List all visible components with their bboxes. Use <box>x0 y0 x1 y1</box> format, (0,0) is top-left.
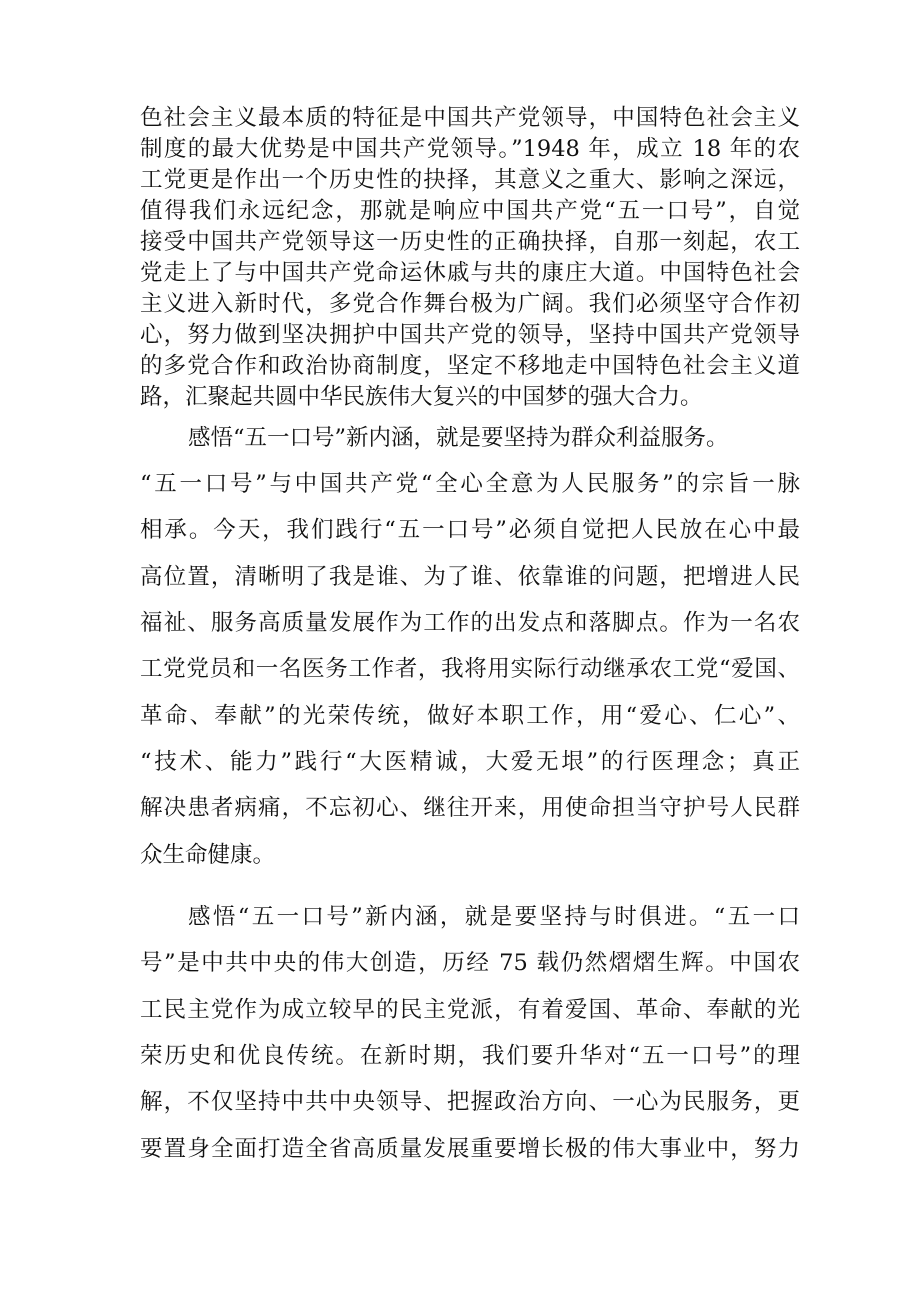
text-line: 福祉、服务高质量发展作为工作的出发点和落脚点。作为一名农 <box>140 610 800 636</box>
text-line: 主义进入新时代，多党合作舞台极为广阔。我们必须坚守合作初 <box>140 291 800 317</box>
text-line: “技术、能力”践行“大医精诚，大爱无垠”的行医理念；真正 <box>140 749 800 775</box>
text-line: 解，不仅坚持中共中央领导、把握政治方向、一心为民服务，更 <box>140 1089 800 1115</box>
text-line: 相承。今天，我们践行“五一口号”必须自觉把人民放在心中最 <box>140 517 800 543</box>
text-line: 革命、奉献”的光荣传统，做好本职工作，用“爱心、仁心”、 <box>140 703 800 729</box>
text-line: 工民主党作为成立较早的民主党派，有着爱国、革命、奉献的光 <box>140 997 800 1023</box>
text-line: 制度的最大优势是中国共产党领导。”1948 年，成立 18 年的农 <box>140 136 800 162</box>
text-line: 众生命健康。 <box>140 842 276 868</box>
text-line: 党走上了与中国共产党命运休戚与共的康庄大道。中国特色社会 <box>140 260 800 286</box>
text-line: 工党更是作出一个历史性的抉择，其意义之重大、影响之深远， <box>140 167 800 193</box>
text-line: 解决患者病痛，不忘初心、继往开来，用使命担当守护号人民群 <box>140 795 800 821</box>
text-line: 值得我们永远纪念，那就是响应中国共产党“五一口号”，自觉 <box>140 198 800 224</box>
text-line: 接受中国共产党领导这一历史性的正确抉择，自那一刻起，农工 <box>140 229 800 255</box>
text-line: 色社会主义最本质的特征是中国共产党领导，中国特色社会主义 <box>140 105 800 131</box>
text-line: 荣历史和优良传统。在新时期，我们要升华对“五一口号”的理 <box>140 1043 800 1069</box>
text-line: 心，努力做到坚决拥护中国共产党的领导，坚持中国共产党领导 <box>140 322 800 348</box>
text-line: 路，汇聚起共圆中华民族伟大复兴的中国梦的强大合力。 <box>140 384 703 410</box>
text-line: 感悟“五一口号”新内涵，就是要坚持与时俱进。“五一口 <box>188 904 800 930</box>
text-line: 感悟“五一口号”新内涵，就是要坚持为群众利益服务。 <box>188 425 729 451</box>
text-line: “五一口号”与中国共产党“全心全意为人民服务”的宗旨一脉 <box>140 471 800 497</box>
text-line: 工党党员和一名医务工作者，我将用实际行动继承农工党“爱国、 <box>140 656 800 682</box>
text-line: 的多党合作和政治协商制度，坚定不移地走中国特色社会主义道 <box>140 353 800 379</box>
text-line: 号”是中共中央的伟大创造，历经 75 载仍然熠熠生辉。中国农 <box>140 950 800 976</box>
text-line: 要置身全面打造全省高质量发展重要增长极的伟大事业中，努力 <box>140 1136 800 1162</box>
text-line: 高位置，清晰明了我是谁、为了谁、依靠谁的问题，把增进人民 <box>140 564 800 590</box>
